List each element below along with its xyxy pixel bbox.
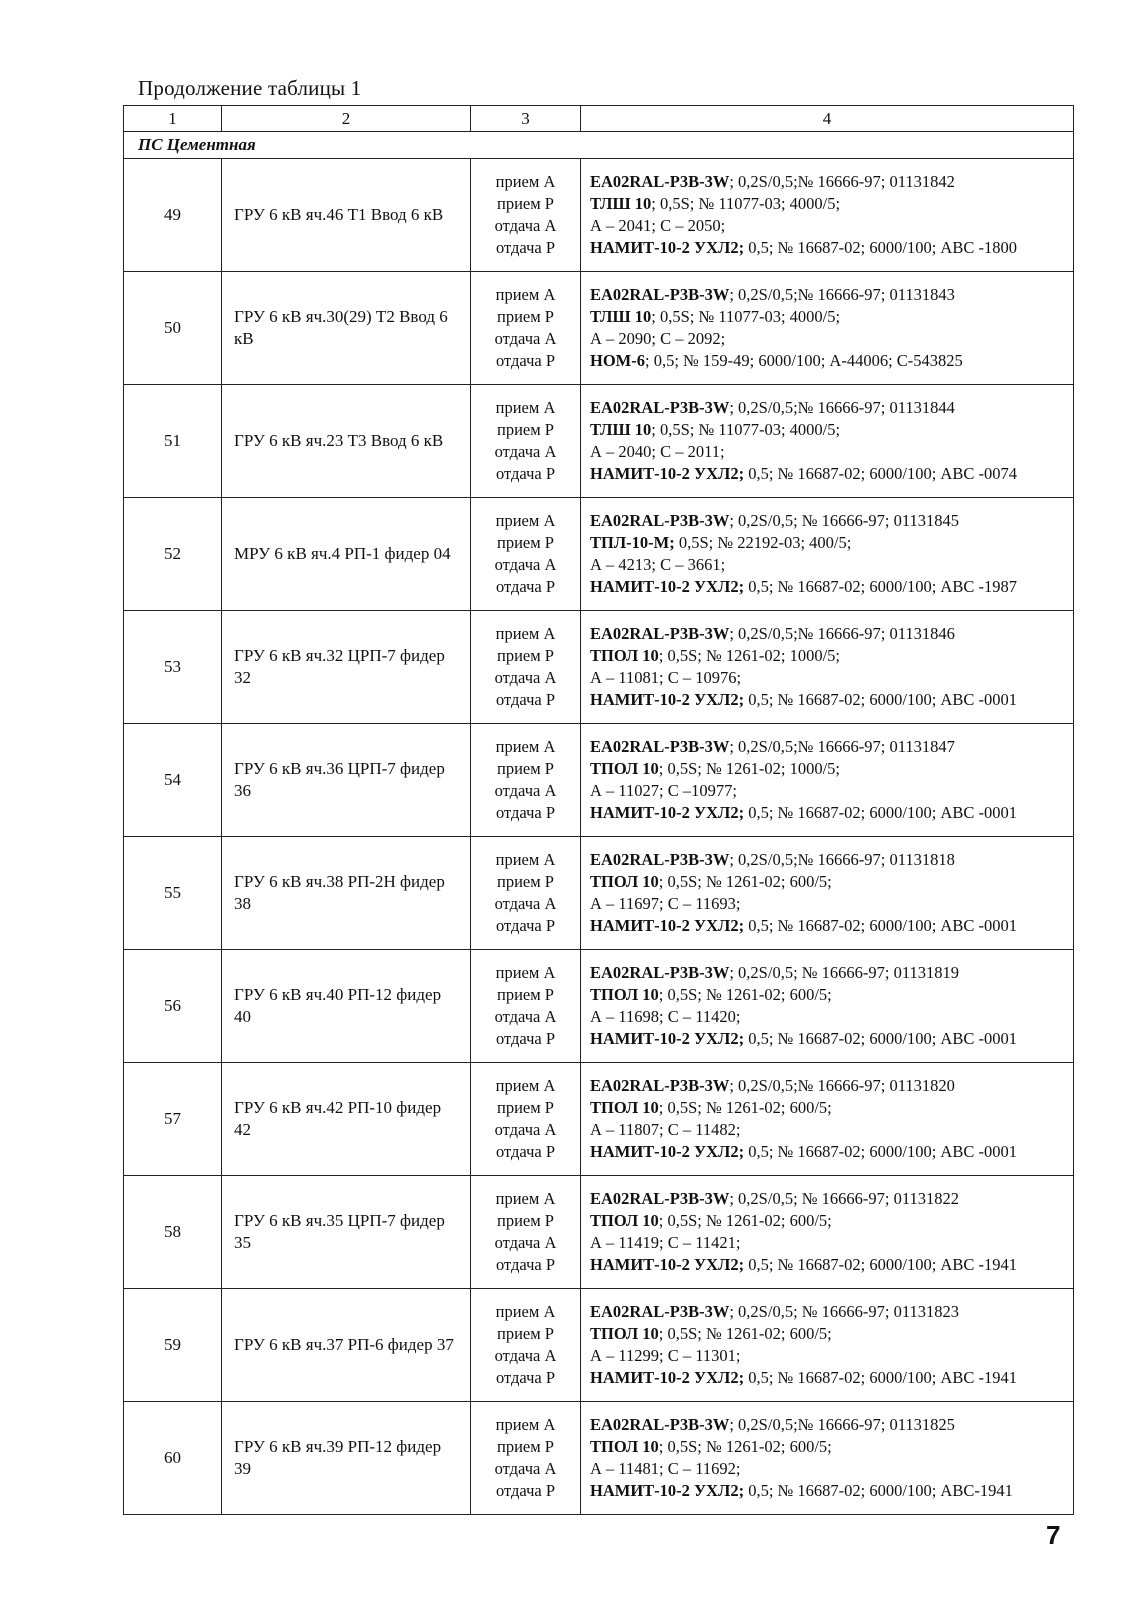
connection-point: ГРУ 6 кВ яч.30(29) Т2 Ввод 6 кВ	[222, 272, 471, 385]
equipment-description	[581, 950, 1074, 1063]
meter-model: ЕА02RAL-Р3В-3W	[590, 398, 730, 417]
vt-spec: 0,5; № 16687-02; 6000/100; АВС -1941	[744, 1368, 1017, 1387]
equipment-description	[581, 1289, 1074, 1402]
current-transformer-line	[590, 1210, 1067, 1232]
vt-model: НАМИТ-10-2 УХЛ2;	[590, 690, 745, 709]
vt-model: НАМИТ-10-2 УХЛ2;	[590, 1029, 745, 1048]
ct-model: ТЛШ 10	[590, 420, 652, 439]
table-row	[124, 611, 1074, 724]
current-transformer-line	[590, 1436, 1067, 1458]
direction-4: отдача Р	[495, 916, 555, 935]
meter-line	[590, 510, 1067, 532]
row-number: 60	[124, 1402, 222, 1515]
measurement-directions	[471, 498, 581, 611]
ct-spec: ; 0,5S; № 1261-02; 1000/5;	[658, 759, 840, 778]
current-transformer-line	[590, 871, 1067, 893]
header-row	[124, 106, 1074, 132]
direction-4: отдача Р	[495, 803, 555, 822]
meter-model: ЕА02RAL-Р3В-3W	[590, 511, 730, 530]
vt-spec: 0,5; № 16687-02; 6000/100; АВС -1987	[744, 577, 1017, 596]
connection-point: ГРУ 6 кВ яч.35 ЦРП-7 фидер 35	[222, 1176, 471, 1289]
ct-spec: ; 0,5S; № 1261-02; 600/5;	[658, 985, 832, 1004]
direction-4: отдача Р	[495, 1142, 555, 1161]
direction-2: прием Р	[497, 420, 554, 439]
equipment-description	[581, 837, 1074, 950]
ct-model: ТПОЛ 10	[590, 1211, 659, 1230]
direction-3: отдача А	[494, 1233, 557, 1252]
meter-model: ЕА02RAL-Р3В-3W	[590, 285, 730, 304]
connection-point: ГРУ 6 кВ яч.40 РП-12 фидер 40	[222, 950, 471, 1063]
meter-spec: ; 0,2S/0,5; № 16666-97; 01131819	[729, 963, 959, 982]
direction-4: отдача Р	[495, 238, 555, 257]
current-transformer-line	[590, 1097, 1067, 1119]
meter-line	[590, 397, 1067, 419]
vt-spec: 0,5; № 16687-02; 6000/100; АВС -1800	[744, 238, 1017, 257]
vt-model: НАМИТ-10-2 УХЛ2;	[590, 577, 745, 596]
measurement-table	[123, 105, 1074, 1515]
ct-spec: 0,5S; № 22192-03; 400/5;	[674, 533, 852, 552]
direction-1: прием А	[495, 1076, 556, 1095]
table-row	[124, 724, 1074, 837]
ct-spec: ; 0,5S; № 11077-03; 4000/5;	[651, 307, 841, 326]
vt-model: НОМ-6	[590, 351, 645, 370]
meter-line	[590, 284, 1067, 306]
section-title: ПС Цементная	[124, 132, 1074, 159]
direction-1: прием А	[495, 1302, 556, 1321]
measurement-directions	[471, 1063, 581, 1176]
header-col-1: 1	[124, 106, 222, 132]
meter-model: ЕА02RAL-Р3В-3W	[590, 1189, 730, 1208]
direction-1: прием А	[495, 624, 556, 643]
direction-3: отдача А	[494, 781, 557, 800]
meter-spec: ; 0,2S/0,5;№ 16666-97; 01131820	[729, 1076, 955, 1095]
measurement-directions	[471, 159, 581, 272]
voltage-transformer-line	[590, 915, 1067, 937]
direction-2: прием Р	[497, 985, 554, 1004]
meter-line	[590, 1075, 1067, 1097]
ct-spec: ; 0,5S; № 1261-02; 600/5;	[658, 1098, 832, 1117]
meter-spec: ; 0,2S/0,5; № 16666-97; 01131823	[729, 1302, 959, 1321]
equipment-description	[581, 611, 1074, 724]
direction-2: прием Р	[497, 872, 554, 891]
ct-serials: А – 4213; С – 3661;	[590, 555, 726, 574]
connection-point: ГРУ 6 кВ яч.37 РП-6 фидер 37	[222, 1289, 471, 1402]
direction-1: прием А	[495, 737, 556, 756]
ct-serials: А – 2040; С – 2011;	[590, 442, 725, 461]
meter-model: ЕА02RAL-Р3В-3W	[590, 1302, 730, 1321]
equipment-description	[581, 724, 1074, 837]
ct-serials: А – 11807; С – 11482;	[590, 1120, 741, 1139]
vt-model: НАМИТ-10-2 УХЛ2;	[590, 238, 745, 257]
ct-serials: А – 11481; С – 11692;	[590, 1459, 741, 1478]
meter-spec: ; 0,2S/0,5; № 16666-97; 01131822	[729, 1189, 959, 1208]
current-transformer-line	[590, 419, 1067, 441]
meter-spec: ; 0,2S/0,5;№ 16666-97; 01131844	[729, 398, 955, 417]
equipment-description	[581, 1176, 1074, 1289]
meter-spec: ; 0,2S/0,5;№ 16666-97; 01131825	[729, 1415, 955, 1434]
vt-spec: 0,5; № 16687-02; 6000/100; АВС -0001	[744, 1142, 1017, 1161]
vt-model: НАМИТ-10-2 УХЛ2;	[590, 464, 745, 483]
meter-line	[590, 171, 1067, 193]
direction-2: прием Р	[497, 307, 554, 326]
meter-line	[590, 736, 1067, 758]
direction-4: отдача Р	[495, 690, 555, 709]
direction-2: прием Р	[497, 646, 554, 665]
header-col-2: 2	[222, 106, 471, 132]
current-transformer-line	[590, 645, 1067, 667]
ct-serials: А – 11027; С –10977;	[590, 781, 737, 800]
vt-model: НАМИТ-10-2 УХЛ2;	[590, 1481, 745, 1500]
table-row	[124, 385, 1074, 498]
table-row	[124, 837, 1074, 950]
voltage-transformer-line	[590, 576, 1067, 598]
row-number: 56	[124, 950, 222, 1063]
ct-serials: А – 11081; С – 10976;	[590, 668, 742, 687]
voltage-transformer-line	[590, 1480, 1067, 1502]
table-row	[124, 1063, 1074, 1176]
connection-point: ГРУ 6 кВ яч.32 ЦРП-7 фидер 32	[222, 611, 471, 724]
voltage-transformer-line	[590, 350, 1067, 372]
ct-serials: А – 2041; С – 2050;	[590, 216, 726, 235]
meter-line	[590, 962, 1067, 984]
meter-spec: ; 0,2S/0,5;№ 16666-97; 01131842	[729, 172, 955, 191]
direction-1: прием А	[495, 963, 556, 982]
current-transformer-line	[590, 306, 1067, 328]
vt-spec: 0,5; № 16687-02; 6000/100; АВС -0001	[744, 916, 1017, 935]
connection-point: ГРУ 6 кВ яч.36 ЦРП-7 фидер 36	[222, 724, 471, 837]
meter-line	[590, 1188, 1067, 1210]
meter-line	[590, 849, 1067, 871]
table-row	[124, 159, 1074, 272]
meter-spec: ; 0,2S/0,5; № 16666-97; 01131845	[729, 511, 959, 530]
equipment-description	[581, 272, 1074, 385]
direction-3: отдача А	[494, 1346, 557, 1365]
meter-model: ЕА02RAL-Р3В-3W	[590, 1415, 730, 1434]
ct-model: ТПОЛ 10	[590, 646, 659, 665]
vt-model: НАМИТ-10-2 УХЛ2;	[590, 916, 745, 935]
meter-model: ЕА02RAL-Р3В-3W	[590, 850, 730, 869]
ct-spec: ; 0,5S; № 1261-02; 600/5;	[658, 1437, 832, 1456]
direction-2: прием Р	[497, 1437, 554, 1456]
voltage-transformer-line	[590, 1141, 1067, 1163]
direction-2: прием Р	[497, 194, 554, 213]
equipment-description	[581, 1402, 1074, 1515]
ct-spec: ; 0,5S; № 1261-02; 600/5;	[658, 872, 832, 891]
row-number: 50	[124, 272, 222, 385]
ct-serials: А – 11698; С – 11420;	[590, 1007, 741, 1026]
row-number: 51	[124, 385, 222, 498]
measurement-directions	[471, 272, 581, 385]
direction-4: отдача Р	[495, 1481, 555, 1500]
ct-model: ТПЛ-10-М;	[590, 533, 675, 552]
ct-spec: ; 0,5S; № 11077-03; 4000/5;	[651, 194, 841, 213]
voltage-transformer-line	[590, 1367, 1067, 1389]
table-row	[124, 272, 1074, 385]
equipment-description	[581, 159, 1074, 272]
direction-2: прием Р	[497, 759, 554, 778]
vt-model: НАМИТ-10-2 УХЛ2;	[590, 1142, 745, 1161]
voltage-transformer-line	[590, 1028, 1067, 1050]
row-number: 53	[124, 611, 222, 724]
direction-2: прием Р	[497, 533, 554, 552]
ct-model: ТПОЛ 10	[590, 1098, 659, 1117]
meter-model: ЕА02RAL-Р3В-3W	[590, 624, 730, 643]
row-number: 55	[124, 837, 222, 950]
direction-4: отдача Р	[495, 464, 555, 483]
table-row	[124, 498, 1074, 611]
header-col-4: 4	[581, 106, 1074, 132]
meter-model: ЕА02RAL-Р3В-3W	[590, 737, 730, 756]
direction-1: прием А	[495, 1189, 556, 1208]
ct-model: ТПОЛ 10	[590, 985, 659, 1004]
direction-1: прием А	[495, 172, 556, 191]
header-col-3: 3	[471, 106, 581, 132]
direction-1: прием А	[495, 1415, 556, 1434]
ct-serials: А – 11299; С – 11301;	[590, 1346, 741, 1365]
row-number: 57	[124, 1063, 222, 1176]
vt-spec: 0,5; № 16687-02; 6000/100; АВС -0001	[744, 1029, 1017, 1048]
ct-spec: ; 0,5S; № 1261-02; 1000/5;	[658, 646, 840, 665]
direction-4: отдача Р	[495, 1255, 555, 1274]
direction-2: прием Р	[497, 1098, 554, 1117]
direction-3: отдача А	[494, 216, 557, 235]
direction-4: отдача Р	[495, 1368, 555, 1387]
direction-3: отдача А	[494, 442, 557, 461]
direction-1: прием А	[495, 511, 556, 530]
measurement-directions	[471, 1289, 581, 1402]
voltage-transformer-line	[590, 802, 1067, 824]
connection-point: ГРУ 6 кВ яч.38 РП-2Н фидер 38	[222, 837, 471, 950]
direction-3: отдача А	[494, 1007, 557, 1026]
vt-model: НАМИТ-10-2 УХЛ2;	[590, 803, 745, 822]
current-transformer-line	[590, 984, 1067, 1006]
section-row	[124, 132, 1074, 159]
vt-spec: ; 0,5; № 159-49; 6000/100; А-44006; С-543825	[645, 351, 963, 370]
direction-4: отдача Р	[495, 351, 555, 370]
measurement-directions	[471, 950, 581, 1063]
meter-spec: ; 0,2S/0,5;№ 16666-97; 01131847	[729, 737, 955, 756]
meter-spec: ; 0,2S/0,5;№ 16666-97; 01131846	[729, 624, 955, 643]
connection-point: ГРУ 6 кВ яч.46 Т1 Ввод 6 кВ	[222, 159, 471, 272]
voltage-transformer-line	[590, 689, 1067, 711]
vt-model: НАМИТ-10-2 УХЛ2;	[590, 1255, 745, 1274]
direction-3: отдача А	[494, 329, 557, 348]
direction-2: прием Р	[497, 1324, 554, 1343]
vt-model: НАМИТ-10-2 УХЛ2;	[590, 1368, 745, 1387]
ct-model: ТПОЛ 10	[590, 1437, 659, 1456]
connection-point: ГРУ 6 кВ яч.42 РП-10 фидер 42	[222, 1063, 471, 1176]
row-number: 59	[124, 1289, 222, 1402]
table-row	[124, 1402, 1074, 1515]
vt-spec: 0,5; № 16687-02; 6000/100; АВС -0074	[744, 464, 1017, 483]
equipment-description	[581, 1063, 1074, 1176]
measurement-directions	[471, 385, 581, 498]
ct-model: ТПОЛ 10	[590, 1324, 659, 1343]
direction-3: отдача А	[494, 1120, 557, 1139]
row-number: 52	[124, 498, 222, 611]
table-caption: Продолжение таблицы 1	[138, 76, 362, 100]
voltage-transformer-line	[590, 1254, 1067, 1276]
direction-3: отдача А	[494, 555, 557, 574]
ct-serials: А – 11419; С – 11421;	[590, 1233, 741, 1252]
row-number: 58	[124, 1176, 222, 1289]
connection-point: МРУ 6 кВ яч.4 РП-1 фидер 04	[222, 498, 471, 611]
vt-spec: 0,5; № 16687-02; 6000/100; АВС -1941	[744, 1255, 1017, 1274]
equipment-description	[581, 498, 1074, 611]
ct-model: ТЛШ 10	[590, 307, 652, 326]
ct-serials: А – 2090; С – 2092;	[590, 329, 726, 348]
meter-line	[590, 1414, 1067, 1436]
direction-4: отдача Р	[495, 1029, 555, 1048]
table-row	[124, 950, 1074, 1063]
ct-serials: А – 11697; С – 11693;	[590, 894, 741, 913]
measurement-directions	[471, 837, 581, 950]
vt-spec: 0,5; № 16687-02; 6000/100; АВС -0001	[744, 803, 1017, 822]
direction-3: отдача А	[494, 894, 557, 913]
measurement-directions	[471, 1176, 581, 1289]
meter-spec: ; 0,2S/0,5;№ 16666-97; 01131818	[729, 850, 955, 869]
current-transformer-line	[590, 193, 1067, 215]
current-transformer-line	[590, 1323, 1067, 1345]
table-row	[124, 1176, 1074, 1289]
direction-1: прием А	[495, 850, 556, 869]
direction-1: прием А	[495, 398, 556, 417]
meter-line	[590, 623, 1067, 645]
meter-line	[590, 1301, 1067, 1323]
equipment-description	[581, 385, 1074, 498]
meter-model: ЕА02RAL-Р3В-3W	[590, 172, 730, 191]
voltage-transformer-line	[590, 463, 1067, 485]
voltage-transformer-line	[590, 237, 1067, 259]
ct-spec: ; 0,5S; № 1261-02; 600/5;	[658, 1211, 832, 1230]
measurement-directions	[471, 611, 581, 724]
meter-model: ЕА02RAL-Р3В-3W	[590, 1076, 730, 1095]
ct-spec: ; 0,5S; № 1261-02; 600/5;	[658, 1324, 832, 1343]
ct-model: ТЛШ 10	[590, 194, 652, 213]
row-number: 54	[124, 724, 222, 837]
meter-model: ЕА02RAL-Р3В-3W	[590, 963, 730, 982]
direction-3: отдача А	[494, 1459, 557, 1478]
connection-point: ГРУ 6 кВ яч.23 Т3 Ввод 6 кВ	[222, 385, 471, 498]
table-row	[124, 1289, 1074, 1402]
vt-spec: 0,5; № 16687-02; 6000/100; АВС -0001	[744, 690, 1017, 709]
direction-4: отдача Р	[495, 577, 555, 596]
direction-2: прием Р	[497, 1211, 554, 1230]
vt-spec: 0,5; № 16687-02; 6000/100; АВС-1941	[744, 1481, 1013, 1500]
direction-1: прием А	[495, 285, 556, 304]
page-number: 7	[1046, 1520, 1061, 1550]
ct-model: ТПОЛ 10	[590, 872, 659, 891]
ct-model: ТПОЛ 10	[590, 759, 659, 778]
connection-point: ГРУ 6 кВ яч.39 РП-12 фидер 39	[222, 1402, 471, 1515]
meter-spec: ; 0,2S/0,5;№ 16666-97; 01131843	[729, 285, 955, 304]
measurement-directions	[471, 1402, 581, 1515]
current-transformer-line	[590, 532, 1067, 554]
direction-3: отдача А	[494, 668, 557, 687]
row-number: 49	[124, 159, 222, 272]
measurement-directions	[471, 724, 581, 837]
current-transformer-line	[590, 758, 1067, 780]
ct-spec: ; 0,5S; № 11077-03; 4000/5;	[651, 420, 841, 439]
